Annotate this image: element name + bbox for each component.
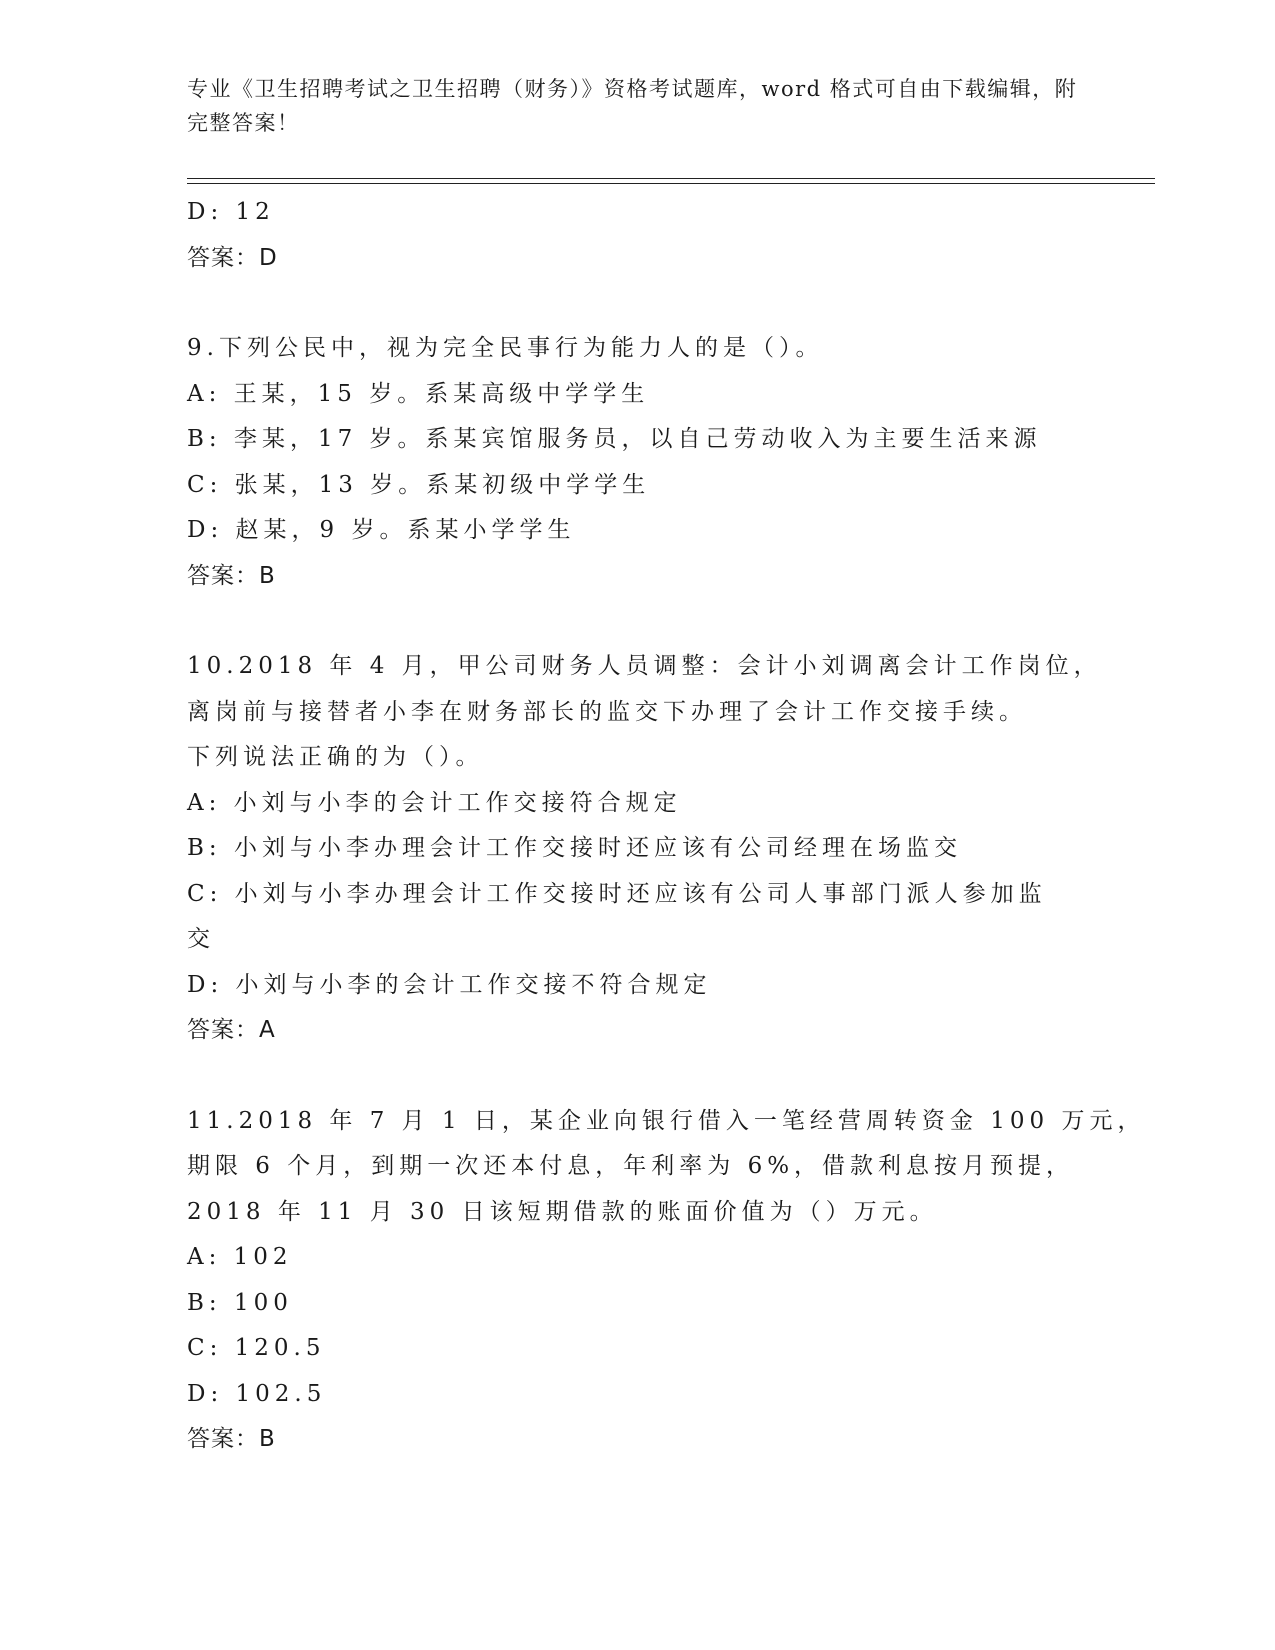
answer-line: 答案：B — [187, 1426, 276, 1452]
option-a: A: 102 — [187, 1244, 293, 1270]
question-stem-line-2: 离岗前与接替者小李在财务部长的监交下办理了会计工作交接手续。 — [187, 698, 1027, 725]
option-c: C: 120.5 — [187, 1335, 326, 1361]
answer-line: 答案：A — [187, 1017, 276, 1043]
question-stem-line-2: 期限 6 个月，到期一次还本付息，年利率为 6%，借款利息按月预提， — [187, 1153, 1075, 1179]
option-b: B: 李某，17 岁。系某宾馆服务员，以自己劳动收入为主要生活来源 — [187, 426, 1042, 452]
question-list — [187, 190, 1146, 1463]
option-a: A: 王某，15 岁。系某高级中学学生 — [187, 380, 650, 407]
question-10 — [187, 644, 1102, 1054]
answer-line: 答案：B — [187, 562, 276, 589]
option-b: B: 100 — [187, 1289, 293, 1316]
question-stem: 9.下列公民中，视为完全民事行为能力人的是（）。 — [187, 335, 824, 361]
question-stem-line-3: 下列说法正确的为（）。 — [187, 744, 484, 770]
previous-question-tail — [187, 190, 1087, 281]
option-a: A: 小刘与小李的会计工作交接符合规定 — [187, 789, 682, 816]
option-d: D: 102.5 — [187, 1380, 327, 1407]
option-c: C: 张某，13 岁。系某初级中学学生 — [187, 471, 651, 498]
option-d: D: 小刘与小李的会计工作交接不符合规定 — [187, 971, 712, 998]
answer-line: 答案：D — [187, 244, 278, 271]
option-c-line-2: 交 — [187, 926, 215, 952]
question-stem-line-1: 11.2018 年 7 月 1 日，某企业向银行借入一笔经营周转资金 100 万元， — [187, 1107, 1146, 1134]
document-header: 专业《卫生招聘考试之卫生招聘（财务）》资格考试题库，word 格式可自由下载编辑，附完整答案！ — [187, 77, 1078, 135]
option-b: B: 小刘与小李办理会计工作交接时还应该有公司经理在场监交 — [187, 835, 962, 861]
header-rule-top — [187, 178, 1155, 179]
question-stem-line-1: 10.2018 年 4 月，甲公司财务人员调整：会计小刘调离会计工作岗位， — [187, 653, 1102, 679]
option-c-line-1: C: 小刘与小李办理会计工作交接时还应该有公司人事部门派人参加监 — [187, 880, 1047, 907]
question-11 — [187, 1099, 1146, 1463]
question-9 — [187, 326, 1087, 599]
header-rule-bottom — [187, 183, 1155, 184]
question-stem-line-3: 2018 年 11 月 30 日该短期借款的账面价值为（）万元。 — [187, 1198, 938, 1225]
option-d: D: 12 — [187, 199, 275, 225]
option-d: D: 赵某，9 岁。系某小学学生 — [187, 517, 576, 543]
